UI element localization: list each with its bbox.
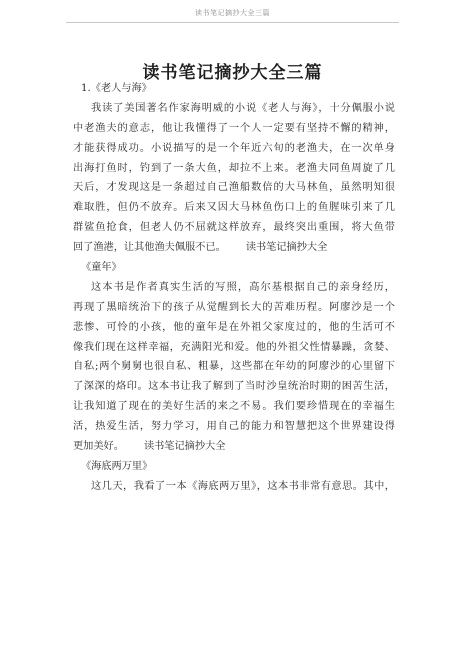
paragraph-line: 让我知道了现在的美好生活的来之不易。我们要珍惜现在的幸福生 [73,401,395,413]
section-heading: 《童年》 [81,262,122,274]
paragraph-line: 了深深的烙印。这本书让我了解到了当时沙皇统治时期的困苦生活， [73,381,395,393]
document-body [73,79,395,497]
paragraph-line [73,437,395,457]
paragraph-line: 群鲨鱼抢食，但老人仍不屈就这样放弃，最终突出重围，将大鱼带 [73,222,395,234]
section-heading: 《海底两万里》 [81,460,153,472]
paragraph-line: 像我们现在这样幸福，充满阳光和爱。他的外祖父性情暴躁，贪婪、 [73,341,395,353]
paragraph-line: 难取胜，但仍不放弃。后来又因大马林鱼伤口上的鱼腥味引来了几 [73,202,395,214]
paragraph-line: 再现了黑暗统治下的孩子从觉醒到长大的苦难历程。阿廖沙是一个 [73,301,395,313]
paragraph-line: 出海打鱼时，钓到了一条大鱼，却拉不上来。老渔夫同鱼周旋了几 [73,162,395,174]
paragraph-line: 才能获得成功。小说描写的是一个年近六旬的老渔夫，在一次单身 [73,142,395,154]
inline-watermark-text: 读书笔记摘抄大全 [245,242,328,254]
paragraph-line [73,238,395,258]
paragraph-line: 天后，才发现这是一条超过自己渔船数倍的大马林鱼，虽然明知很 [73,182,395,194]
paragraph-text: 更加美好。 [73,441,124,453]
paragraph-line: 这本书是作者真实生活的写照，高尔基根据自己的亲身经历， [91,281,395,293]
inline-watermark-text: 读书笔记摘抄大全 [143,441,226,453]
header-rule [66,22,399,23]
running-header: 读书笔记摘抄大全三篇 [195,9,270,17]
paragraph-line: 活，热爱生活，努力学习，用自己的能力和智慧把这个世界建设得 [73,421,395,433]
paragraph-line: 中老渔夫的意志，他让我懂得了一个人一定要有坚持不懈的精神， [73,122,395,134]
paragraph-line: 自私;两个舅舅也很自私、粗暴，这些都在年幼的阿廖沙的心里留下 [73,361,395,373]
paragraph-line: 悲惨、可怜的小孩，他的童年是在外祖父家度过的，他的生活可不 [73,321,395,333]
page-title: 读书笔记摘抄大全三篇 [142,63,323,83]
paragraph-line: 我读了美国著名作家海明威的小说《老人与海》，十分佩服小说 [91,102,395,114]
paragraph-text: 回了渔港，让其他渔夫佩服不已。 [73,242,226,254]
paragraph-line: 这几天，我看了一本《海底两万里》，这本书非常有意思。其中， [91,480,395,492]
section-heading: 1.《老人与海》 [81,83,152,94]
